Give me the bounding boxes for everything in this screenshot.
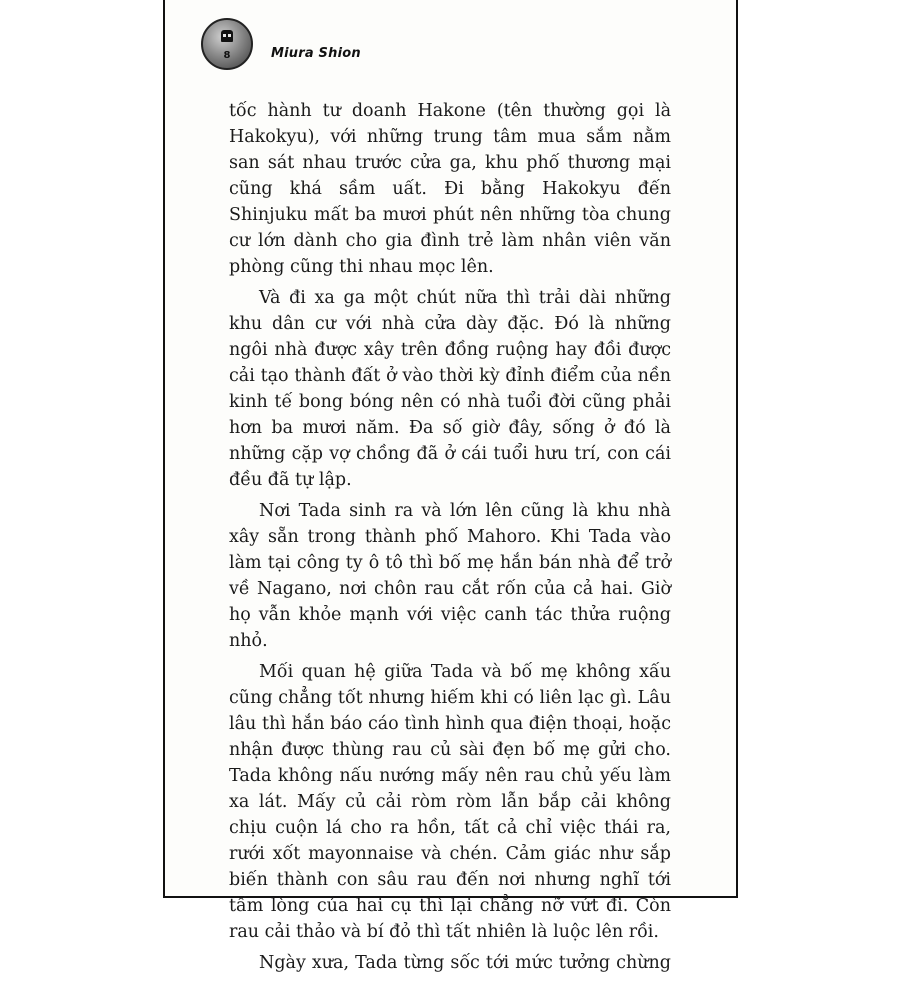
page-number-badge (201, 18, 253, 70)
robot-face-icon (221, 30, 233, 42)
paragraph-2: Và đi xa ga một chút nữa thì trải dài những khu dân cư với nhà cửa dày đặc. Đó là những ngôi nhà được xây trên đồng ruộng hay đồi được cải tạo thành đất ở vào thời kỳ đỉnh điểm của nền kinh tế bong bóng nên có nhà tuổi đời cũng phải hơn ba mươi năm. Đa số giờ đây, sống ở đó là những cặp vợ chồng đã ở cái tuổi hưu trí, con cái đều đã tự lập. (229, 288, 671, 490)
paragraph-3: Nơi Tada sinh ra và lớn lên cũng là khu nhà xây sẵn trong thành phố Mahoro. Khi Tada vào làm tại công ty ô tô thì bố mẹ hắn bán nhà để trở về Nagano, nơi chôn rau cắt rốn của cả hai. Giờ họ vẫn khỏe mạnh với việc canh tác thửa ruộng nhỏ. (229, 501, 671, 651)
paragraph-4: Mối quan hệ giữa Tada và bố mẹ không xấu cũng chẳng tốt nhưng hiếm khi có liên lạc gì. Lâu lâu thì hắn báo cáo tình hình qua điện thoại, hoặc nhận được thùng rau củ sài đẹn bố mẹ gửi cho. Tada không nấu nướng mấy nên rau chủ yếu làm xa lát. Mấy củ cải ròm ròm lẫn bắp cải không chịu cuộn lá cho ra hồn, tất cả chỉ việc thái ra, rưới xốt mayonnaise và chén. Cảm giác như sắp biến thành con sâu rau đến nơi nhưng nghĩ tới tấm lòng của hai cụ thì lại chẳng nỡ vứt đi. Còn rau cải thảo và bí đỏ thì tất nhiên là luộc lên rồi. (229, 662, 671, 942)
paragraph-1: tốc hành tư doanh Hakone (tên thường gọi là Hakokyu), với những trung tâm mua sắm nằm san sát nhau trước cửa ga, khu phố thương mại cũng khá sầm uất. Đi bằng Hakokyu đến Shinjuku mất ba mươi phút nên những tòa chung cư lớn dành cho gia đình trẻ làm nhân viên văn phòng cũng thi nhau mọc lên. (229, 101, 671, 277)
author-running-head: Miura Shion (271, 46, 361, 61)
paragraph-5: Ngày xưa, Tada từng sốc tới mức tưởng chừng (259, 953, 671, 973)
body-text (229, 98, 671, 981)
page-number: 8 (223, 50, 231, 61)
book-page (163, 0, 738, 973)
